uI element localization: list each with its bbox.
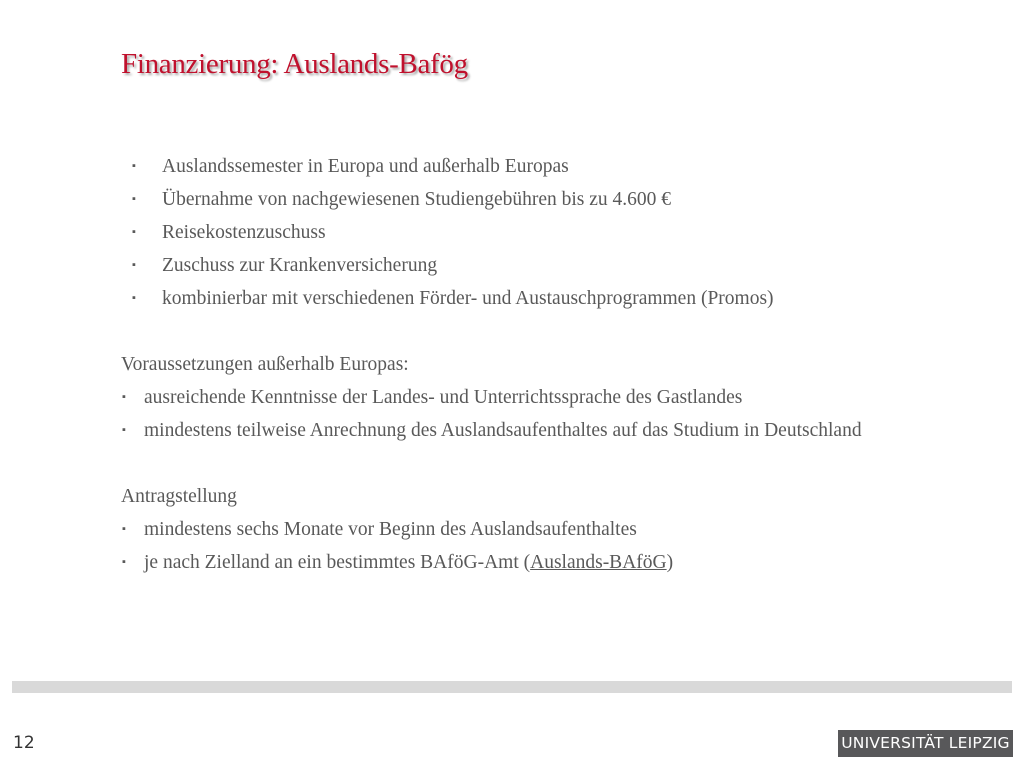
- list-item-text-suffix: ): [666, 552, 674, 573]
- square-bullet-icon: ▪: [122, 424, 126, 436]
- requirements-heading: Voraussetzungen außerhalb Europas:: [121, 354, 409, 375]
- square-bullet-icon: ▪: [122, 556, 126, 568]
- list-item: [121, 546, 1001, 579]
- spacer: [121, 315, 1001, 348]
- list-item-text: Auslandssemester in Europa und außerhalb Europas: [162, 156, 569, 177]
- square-bullet-icon: ▪: [122, 391, 126, 403]
- list-item: [121, 150, 1001, 183]
- square-bullet-icon: ▪: [132, 193, 136, 205]
- square-bullet-icon: ▪: [122, 523, 126, 535]
- application-list: [121, 513, 1001, 579]
- square-bullet-icon: ▪: [132, 226, 136, 238]
- square-bullet-icon: ▪: [132, 292, 136, 304]
- page-number: 12: [13, 733, 35, 753]
- list-item: [121, 282, 1001, 315]
- list-item-text: Übernahme von nachgewiesenen Studiengebühren bis zu 4.600 €: [162, 189, 672, 210]
- list-item: [121, 381, 1001, 414]
- spacer: [121, 447, 1001, 480]
- list-item-text: ausreichende Kenntnisse der Landes- und Unterrichtssprache des Gastlandes: [144, 387, 743, 408]
- list-item: [121, 249, 1001, 282]
- list-item-text: mindestens teilweise Anrechnung des Auslandsaufenthaltes auf das Studium in Deutschland: [144, 420, 862, 441]
- list-item: [121, 414, 1001, 447]
- intro-bullet-list: [121, 150, 1001, 315]
- list-item: [121, 183, 1001, 216]
- logo-text: UNIVERSITÄT LEIPZIG: [841, 734, 1010, 752]
- list-item-text: kombinierbar mit verschiedenen Förder- und Austauschprogrammen (Promos): [162, 288, 774, 309]
- list-item-text: mindestens sechs Monate vor Beginn des Auslandsaufenthaltes: [144, 519, 637, 540]
- university-logo: [838, 730, 1013, 757]
- square-bullet-icon: ▪: [132, 259, 136, 271]
- list-item: [121, 216, 1001, 249]
- square-bullet-icon: ▪: [132, 160, 136, 172]
- list-item: [121, 513, 1001, 546]
- list-item-text-prefix: je nach Zielland an ein bestimmtes BAföG-Amt (: [144, 552, 531, 573]
- footer-divider-bar: [12, 681, 1012, 693]
- application-heading: Antragstellung: [121, 486, 237, 507]
- slide-title: Finanzierung: Auslands-Bafög: [121, 48, 468, 80]
- list-item-text: Zuschuss zur Krankenversicherung: [162, 255, 438, 276]
- list-item-text: Reisekostenzuschuss: [162, 222, 326, 243]
- auslands-bafoeg-link[interactable]: Auslands-BAföG: [530, 552, 667, 573]
- requirements-list: [121, 381, 1001, 447]
- slide-content: [121, 150, 1001, 579]
